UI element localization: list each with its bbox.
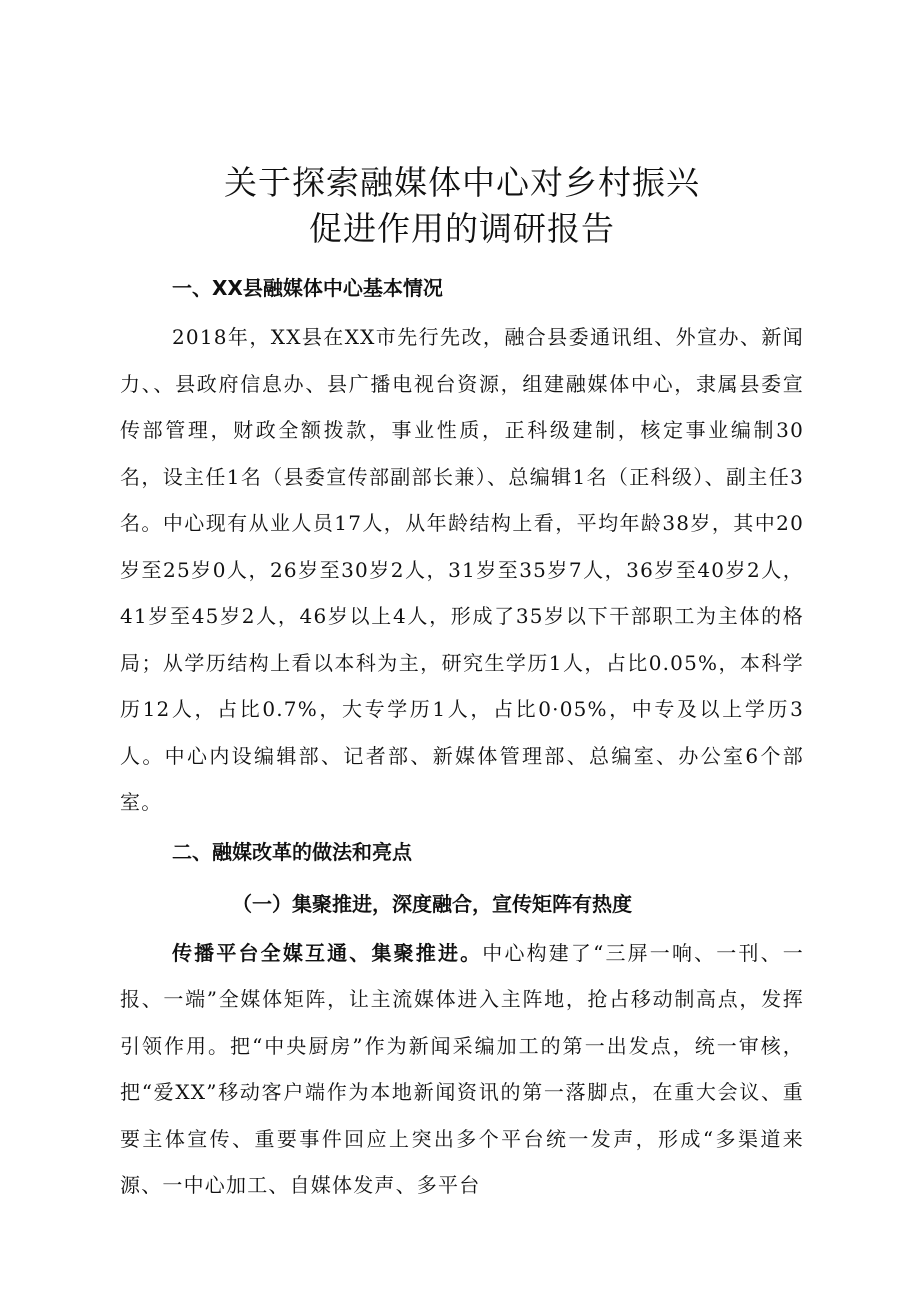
section-1-heading: 一、XX县融媒体中心基本情况 bbox=[172, 276, 443, 300]
section-2-subheading: （一）集聚推进，深度融合，宣传矩阵有热度 bbox=[232, 891, 632, 916]
title-line-2: 促进作用的调研报告 bbox=[309, 209, 615, 248]
paragraph-body: 中心构建了“三屏一响、一刊、一报、一端”全媒体矩阵，让主流媒体进入主阵地，抢占移动制高点，发挥引领作用。把“中央厨房”作为新闻采编加工的第一出发点，统一审核，把“爱XX”移动客户端作为本地新闻资讯的第一落脚点，在重大会议、重要主体宣传、重要事件回应上突出多个平台统一发声，形成“多渠道来源、一中心加工、自媒体发声、多平台 bbox=[120, 940, 804, 1197]
document-title bbox=[120, 160, 804, 252]
title-line-1: 关于探索融媒体中心对乡村振兴 bbox=[224, 163, 700, 202]
section-2-paragraph bbox=[120, 930, 804, 1209]
section-2-heading: 二、融媒改革的做法和亮点 bbox=[172, 839, 412, 864]
document-page bbox=[120, 150, 804, 1209]
paragraph-lead: 传播平台全媒互通、集聚推进。 bbox=[172, 940, 483, 965]
section-1-paragraph: 2018年，XX县在XX市先行先改，融合县委通讯组、外宣办、新闻力、、县政府信息办、县广播电视台资源，组建融媒体中心，隶属县委宣传部管理，财政全额拨款，事业性质，正科级建制，核定事业编制30名，设主任1名（县委宣传部副部长兼）、总编辑1名（正科级）、副主任3名。中心现有从业人员17人，从年龄结构上看，平均年龄38岁，其中20岁至25岁0人，26岁至30岁2人，31岁至35岁7人，36岁至40岁2人，41岁至45岁2人，46岁以上4人，形成了35岁以下干部职工为主体的格局；从学历结构上看以本科为主，研究生学历1人，占比0.05%，本科学历12人，占比0.7%，大专学历1人，占比0·05%，中专及以上学历3人。中心内设编辑部、记者部、新媒体管理部、总编室、办公室6个部室。 bbox=[120, 325, 804, 814]
